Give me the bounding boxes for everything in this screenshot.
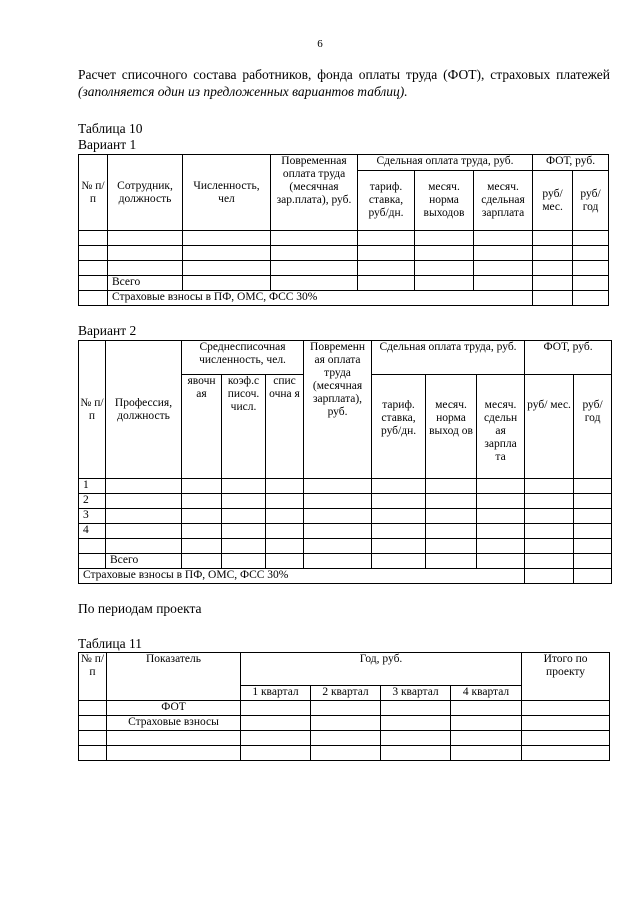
- table-row: [79, 746, 610, 761]
- v2-header-piece-pay: Сдельная оплата труда, руб.: [372, 341, 525, 375]
- table-row: [79, 554, 612, 569]
- v1-header-monthly-piece: месяч. сдельная зарплата: [474, 171, 533, 231]
- v2-header-rub-year: руб/ год: [574, 375, 612, 479]
- table-row: [79, 716, 610, 731]
- table-row: [79, 231, 609, 246]
- v2-header-monthly-piece: месяч. сдельн ая зарпла та: [477, 375, 525, 479]
- v2-total-label: Всего: [106, 554, 182, 569]
- v1-header-employee: Сотрудник, должность: [108, 155, 183, 231]
- variant1-label: Вариант 1: [78, 137, 137, 152]
- v2-header-monthly-norm: месяч. норма выход ов: [426, 375, 477, 479]
- v2-header-time-pay: Повременн ая оплата труда (месячная зарплата), руб.: [304, 341, 372, 479]
- t11-row-label: Страховые взносы: [107, 716, 241, 731]
- t11-header-indicator: Показатель: [107, 653, 241, 701]
- v1-total-label: Всего: [108, 276, 183, 291]
- v2-header-coef: коэф.с писоч. числ.: [222, 375, 266, 479]
- v1-header-rub-year: руб/ год: [573, 171, 609, 231]
- v1-header-rub-month: руб/ мес.: [533, 171, 573, 231]
- table10-caption: Таблица 10: [78, 121, 143, 136]
- v1-header-tariff: тариф. ставка, руб/дн.: [358, 171, 415, 231]
- page-number: 6: [317, 38, 323, 50]
- table-row: [79, 539, 612, 554]
- v1-header-monthly-norm: месяч. норма выходов: [415, 171, 474, 231]
- v1-header-piece-pay: Сдельная оплата труда, руб.: [358, 155, 533, 171]
- t11-header-quarter-2: 2 квартал: [311, 686, 381, 701]
- v1-insurance-label: Страховые взносы в ПФ, ОМС, ФСС 30%: [108, 291, 533, 306]
- variant2-label: Вариант 2: [78, 323, 137, 338]
- table-row: [79, 291, 609, 306]
- v2-header-tariff: тариф. ставка, руб/дн.: [372, 375, 426, 479]
- table-row: [79, 509, 612, 524]
- table-11: [78, 652, 610, 761]
- v2-insurance-label: Страховые взносы в ПФ, ОМС, ФСС 30%: [79, 569, 525, 584]
- table-row: [79, 701, 610, 716]
- v2-header-profession: Профессия, должность: [106, 341, 182, 479]
- table-row: [79, 276, 609, 291]
- table-row: [79, 731, 610, 746]
- table-row: [79, 494, 612, 509]
- table-row: [79, 569, 612, 584]
- v2-header-list: спис очна я: [266, 375, 304, 479]
- table-row: [79, 246, 609, 261]
- v1-header-time-pay: Повременная оплата труда (месячная зар.плата), руб.: [271, 155, 358, 231]
- t11-header-quarter-3: 3 квартал: [381, 686, 451, 701]
- periods-heading: По периодам проекта: [78, 601, 202, 616]
- v2-header-fot: ФОТ, руб.: [525, 341, 612, 375]
- table-row: [79, 524, 612, 539]
- t11-header-quarter-1: 1 квартал: [241, 686, 311, 701]
- intro-note: (заполняется один из предложенных вариантов таблиц).: [78, 84, 408, 99]
- v2-row-number: 4: [79, 524, 106, 539]
- v1-header-fot: ФОТ, руб.: [533, 155, 609, 171]
- table-row: [79, 261, 609, 276]
- table-row: [79, 479, 612, 494]
- v2-header-avg-count: Среднесписочная численность, чел.: [182, 341, 304, 375]
- v2-header-attendance: явочн ая: [182, 375, 222, 479]
- table11-caption: Таблица 11: [78, 636, 142, 651]
- table-variant-1: [78, 154, 609, 306]
- v2-row-number: 1: [79, 479, 106, 494]
- t11-header-total: Итого по проекту: [522, 653, 610, 701]
- intro-paragraph: [78, 66, 610, 100]
- v2-header-rub-month: руб/ мес.: [525, 375, 574, 479]
- table-variant-2: [78, 340, 612, 584]
- v2-header-num: № п/ п: [79, 341, 106, 479]
- t11-header-year: Год, руб.: [241, 653, 522, 686]
- t11-header-num: № п/п: [79, 653, 107, 701]
- v1-header-count: Численность, чел: [183, 155, 271, 231]
- v2-row-number: 2: [79, 494, 106, 509]
- t11-header-quarter-4: 4 квартал: [451, 686, 522, 701]
- v2-row-number: 3: [79, 509, 106, 524]
- v1-header-num: № п/п: [79, 155, 108, 231]
- t11-row-label: ФОТ: [107, 701, 241, 716]
- intro-text: Расчет списочного состава работников, фонда оплаты труда (ФОТ), страховых платежей: [78, 67, 610, 82]
